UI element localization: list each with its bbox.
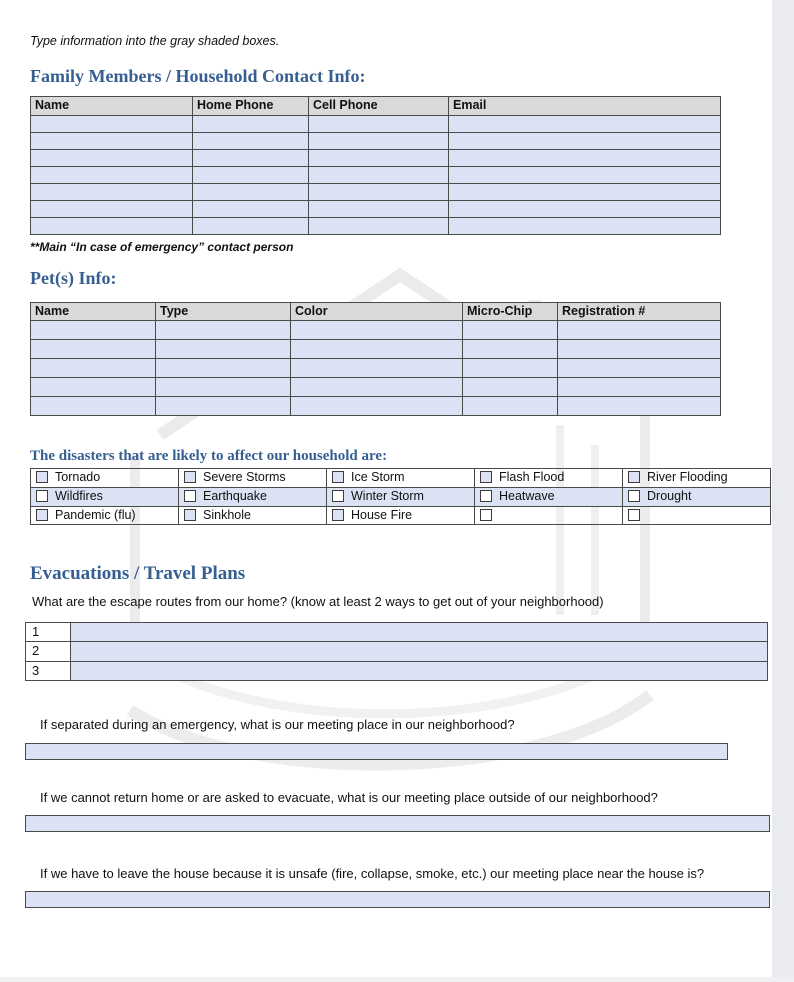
family-input-cell[interactable] [449, 183, 721, 200]
disaster-cell [327, 469, 475, 488]
meeting-place-neighborhood-question: If separated during an emergency, what is our meeting place in our neighborhood? [40, 716, 515, 732]
family-input-cell[interactable] [449, 115, 721, 132]
family-input-cell[interactable] [449, 166, 721, 183]
disasters-section-title: The disasters that are likely to affect our household are: [30, 448, 388, 465]
disaster-checkbox[interactable] [628, 509, 640, 521]
disaster-label: Sinkhole [203, 507, 251, 522]
pets-input-cell[interactable] [31, 359, 156, 378]
page-instruction: Type information into the gray shaded boxes. [30, 34, 280, 48]
family-input-cell[interactable] [31, 200, 193, 217]
disaster-checkbox[interactable] [480, 490, 492, 502]
route-input-cell[interactable] [71, 642, 768, 661]
family-input-cell[interactable] [309, 166, 449, 183]
pets-input-cell[interactable] [463, 378, 558, 397]
evacuation-section-title: Evacuations / Travel Plans [30, 563, 246, 585]
meeting-place-outside-question: If we cannot return home or are asked to evacuate, what is our meeting place outside of our neighborhood? [40, 789, 658, 805]
disaster-label: River Flooding [647, 470, 728, 485]
pets-input-cell[interactable] [156, 397, 291, 416]
pets-table-header [31, 302, 721, 321]
disaster-checkbox[interactable] [480, 471, 492, 483]
family-input-cell[interactable] [31, 166, 193, 183]
disaster-cell [31, 487, 179, 506]
family-row [31, 183, 721, 200]
escape-routes-prompt: What are the escape routes from our home? (know at least 2 ways to get out of your neighborhood) [32, 594, 604, 610]
pets-input-cell[interactable] [558, 340, 721, 359]
disaster-cell [623, 469, 771, 488]
family-input-cell[interactable] [309, 132, 449, 149]
route-number: 1 [26, 623, 71, 642]
family-row [31, 149, 721, 166]
disaster-cell [327, 506, 475, 525]
family-input-cell[interactable] [193, 132, 309, 149]
disaster-cell [327, 487, 475, 506]
pets-input-cell[interactable] [291, 378, 463, 397]
meeting-place-neighborhood-input[interactable] [25, 743, 728, 760]
pets-input-cell[interactable] [463, 397, 558, 416]
pets-input-cell[interactable] [558, 378, 721, 397]
family-col-home-phone: Home Phone [193, 97, 309, 116]
disaster-cell [31, 506, 179, 525]
disaster-cell [179, 506, 327, 525]
pets-input-cell[interactable] [156, 340, 291, 359]
disaster-checkbox[interactable] [628, 471, 640, 483]
family-input-cell[interactable] [193, 166, 309, 183]
family-input-cell[interactable] [193, 217, 309, 234]
family-section-title: Family Members / Household Contact Info: [30, 66, 366, 86]
family-col-cell-phone: Cell Phone [309, 97, 449, 116]
meeting-place-near-house-question: If we have to leave the house because it is unsafe (fire, collapse, smoke, etc.) our meeting place near the house is? [40, 865, 705, 881]
family-input-cell[interactable] [449, 200, 721, 217]
disaster-label: Drought [647, 488, 692, 503]
pets-input-cell[interactable] [463, 321, 558, 340]
page-edge-right [772, 0, 794, 982]
escape-routes-table [25, 622, 768, 681]
disaster-cell [475, 506, 623, 525]
pets-row [31, 378, 721, 397]
family-input-cell[interactable] [31, 132, 193, 149]
disaster-label: Heatwave [499, 488, 555, 503]
disaster-label: Tornado [55, 470, 101, 485]
disaster-checkbox[interactable] [332, 509, 344, 521]
family-input-cell[interactable] [309, 183, 449, 200]
family-input-cell[interactable] [31, 217, 193, 234]
pets-input-cell[interactable] [156, 359, 291, 378]
family-input-cell[interactable] [193, 115, 309, 132]
route-input-cell[interactable] [71, 661, 768, 680]
disaster-checkbox[interactable] [184, 490, 196, 502]
disaster-checkbox[interactable] [332, 490, 344, 502]
pets-col-name: Name [31, 302, 156, 321]
family-input-cell[interactable] [449, 149, 721, 166]
route-number: 2 [26, 642, 71, 661]
disaster-checkbox[interactable] [628, 490, 640, 502]
pets-table [30, 302, 721, 417]
family-input-cell[interactable] [193, 200, 309, 217]
disaster-checkbox[interactable] [480, 509, 492, 521]
family-input-cell[interactable] [31, 115, 193, 132]
pets-row [31, 359, 721, 378]
pets-input-cell[interactable] [156, 378, 291, 397]
disaster-label: Ice Storm [351, 470, 405, 485]
disaster-label: Pandemic (flu) [55, 507, 136, 522]
family-input-cell[interactable] [193, 183, 309, 200]
family-contact-table [30, 96, 721, 235]
family-input-cell[interactable] [31, 183, 193, 200]
disaster-cell [179, 487, 327, 506]
family-row [31, 200, 721, 217]
pets-input-cell[interactable] [558, 359, 721, 378]
route-row [26, 661, 768, 680]
family-input-cell[interactable] [309, 200, 449, 217]
meeting-place-outside-input[interactable] [25, 815, 770, 832]
disaster-checkbox[interactable] [184, 509, 196, 521]
disaster-label: House Fire [351, 507, 413, 522]
pets-input-cell[interactable] [291, 359, 463, 378]
family-row [31, 217, 721, 234]
pets-row [31, 321, 721, 340]
disaster-cell [475, 487, 623, 506]
family-input-cell[interactable] [449, 217, 721, 234]
disaster-checkbox[interactable] [36, 490, 48, 502]
pets-input-cell[interactable] [291, 397, 463, 416]
disaster-checkbox[interactable] [36, 471, 48, 483]
family-row [31, 115, 721, 132]
route-input-cell[interactable] [71, 623, 768, 642]
pets-input-cell[interactable] [291, 321, 463, 340]
pets-col-type: Type [156, 302, 291, 321]
family-input-cell[interactable] [31, 149, 193, 166]
disaster-cell [179, 469, 327, 488]
pets-input-cell[interactable] [463, 359, 558, 378]
disasters-checklist [30, 468, 771, 525]
disaster-label: Wildfires [55, 488, 103, 503]
family-col-name: Name [31, 97, 193, 116]
emergency-contact-note: **Main “In case of emergency” contact person [30, 239, 294, 254]
disaster-cell [475, 469, 623, 488]
pets-input-cell[interactable] [31, 397, 156, 416]
family-input-cell[interactable] [193, 149, 309, 166]
pets-row [31, 397, 721, 416]
disaster-label: Winter Storm [351, 488, 424, 503]
disaster-label: Severe Storms [203, 470, 286, 485]
pets-col-color: Color [291, 302, 463, 321]
disaster-cell [623, 506, 771, 525]
route-row [26, 642, 768, 661]
pets-input-cell[interactable] [156, 321, 291, 340]
disaster-row [31, 469, 771, 488]
route-number: 3 [26, 661, 71, 680]
disaster-cell [31, 469, 179, 488]
disaster-checkbox[interactable] [36, 509, 48, 521]
route-row [26, 623, 768, 642]
disaster-cell [623, 487, 771, 506]
disaster-checkbox[interactable] [184, 471, 196, 483]
family-row [31, 132, 721, 149]
pets-input-cell[interactable] [558, 397, 721, 416]
family-input-cell[interactable] [309, 115, 449, 132]
pets-input-cell[interactable] [558, 321, 721, 340]
family-table-header [31, 97, 721, 116]
pets-input-cell[interactable] [291, 340, 463, 359]
pets-row [31, 340, 721, 359]
pets-col-registration: Registration # [558, 302, 721, 321]
page-edge-bottom [0, 977, 794, 982]
pets-input-cell[interactable] [31, 321, 156, 340]
disaster-label: Earthquake [203, 488, 267, 503]
pets-col-microchip: Micro-Chip [463, 302, 558, 321]
family-input-cell[interactable] [309, 217, 449, 234]
pets-input-cell[interactable] [31, 340, 156, 359]
pets-section-title: Pet(s) Info: [30, 267, 117, 288]
family-input-cell[interactable] [449, 132, 721, 149]
pets-input-cell[interactable] [463, 340, 558, 359]
meeting-place-near-house-input[interactable] [25, 891, 770, 908]
disaster-row [31, 487, 771, 506]
family-row [31, 166, 721, 183]
disaster-label: Flash Flood [499, 470, 565, 485]
family-col-email: Email [449, 97, 721, 116]
pets-input-cell[interactable] [31, 378, 156, 397]
disaster-row [31, 506, 771, 525]
disaster-checkbox[interactable] [332, 471, 344, 483]
family-input-cell[interactable] [309, 149, 449, 166]
